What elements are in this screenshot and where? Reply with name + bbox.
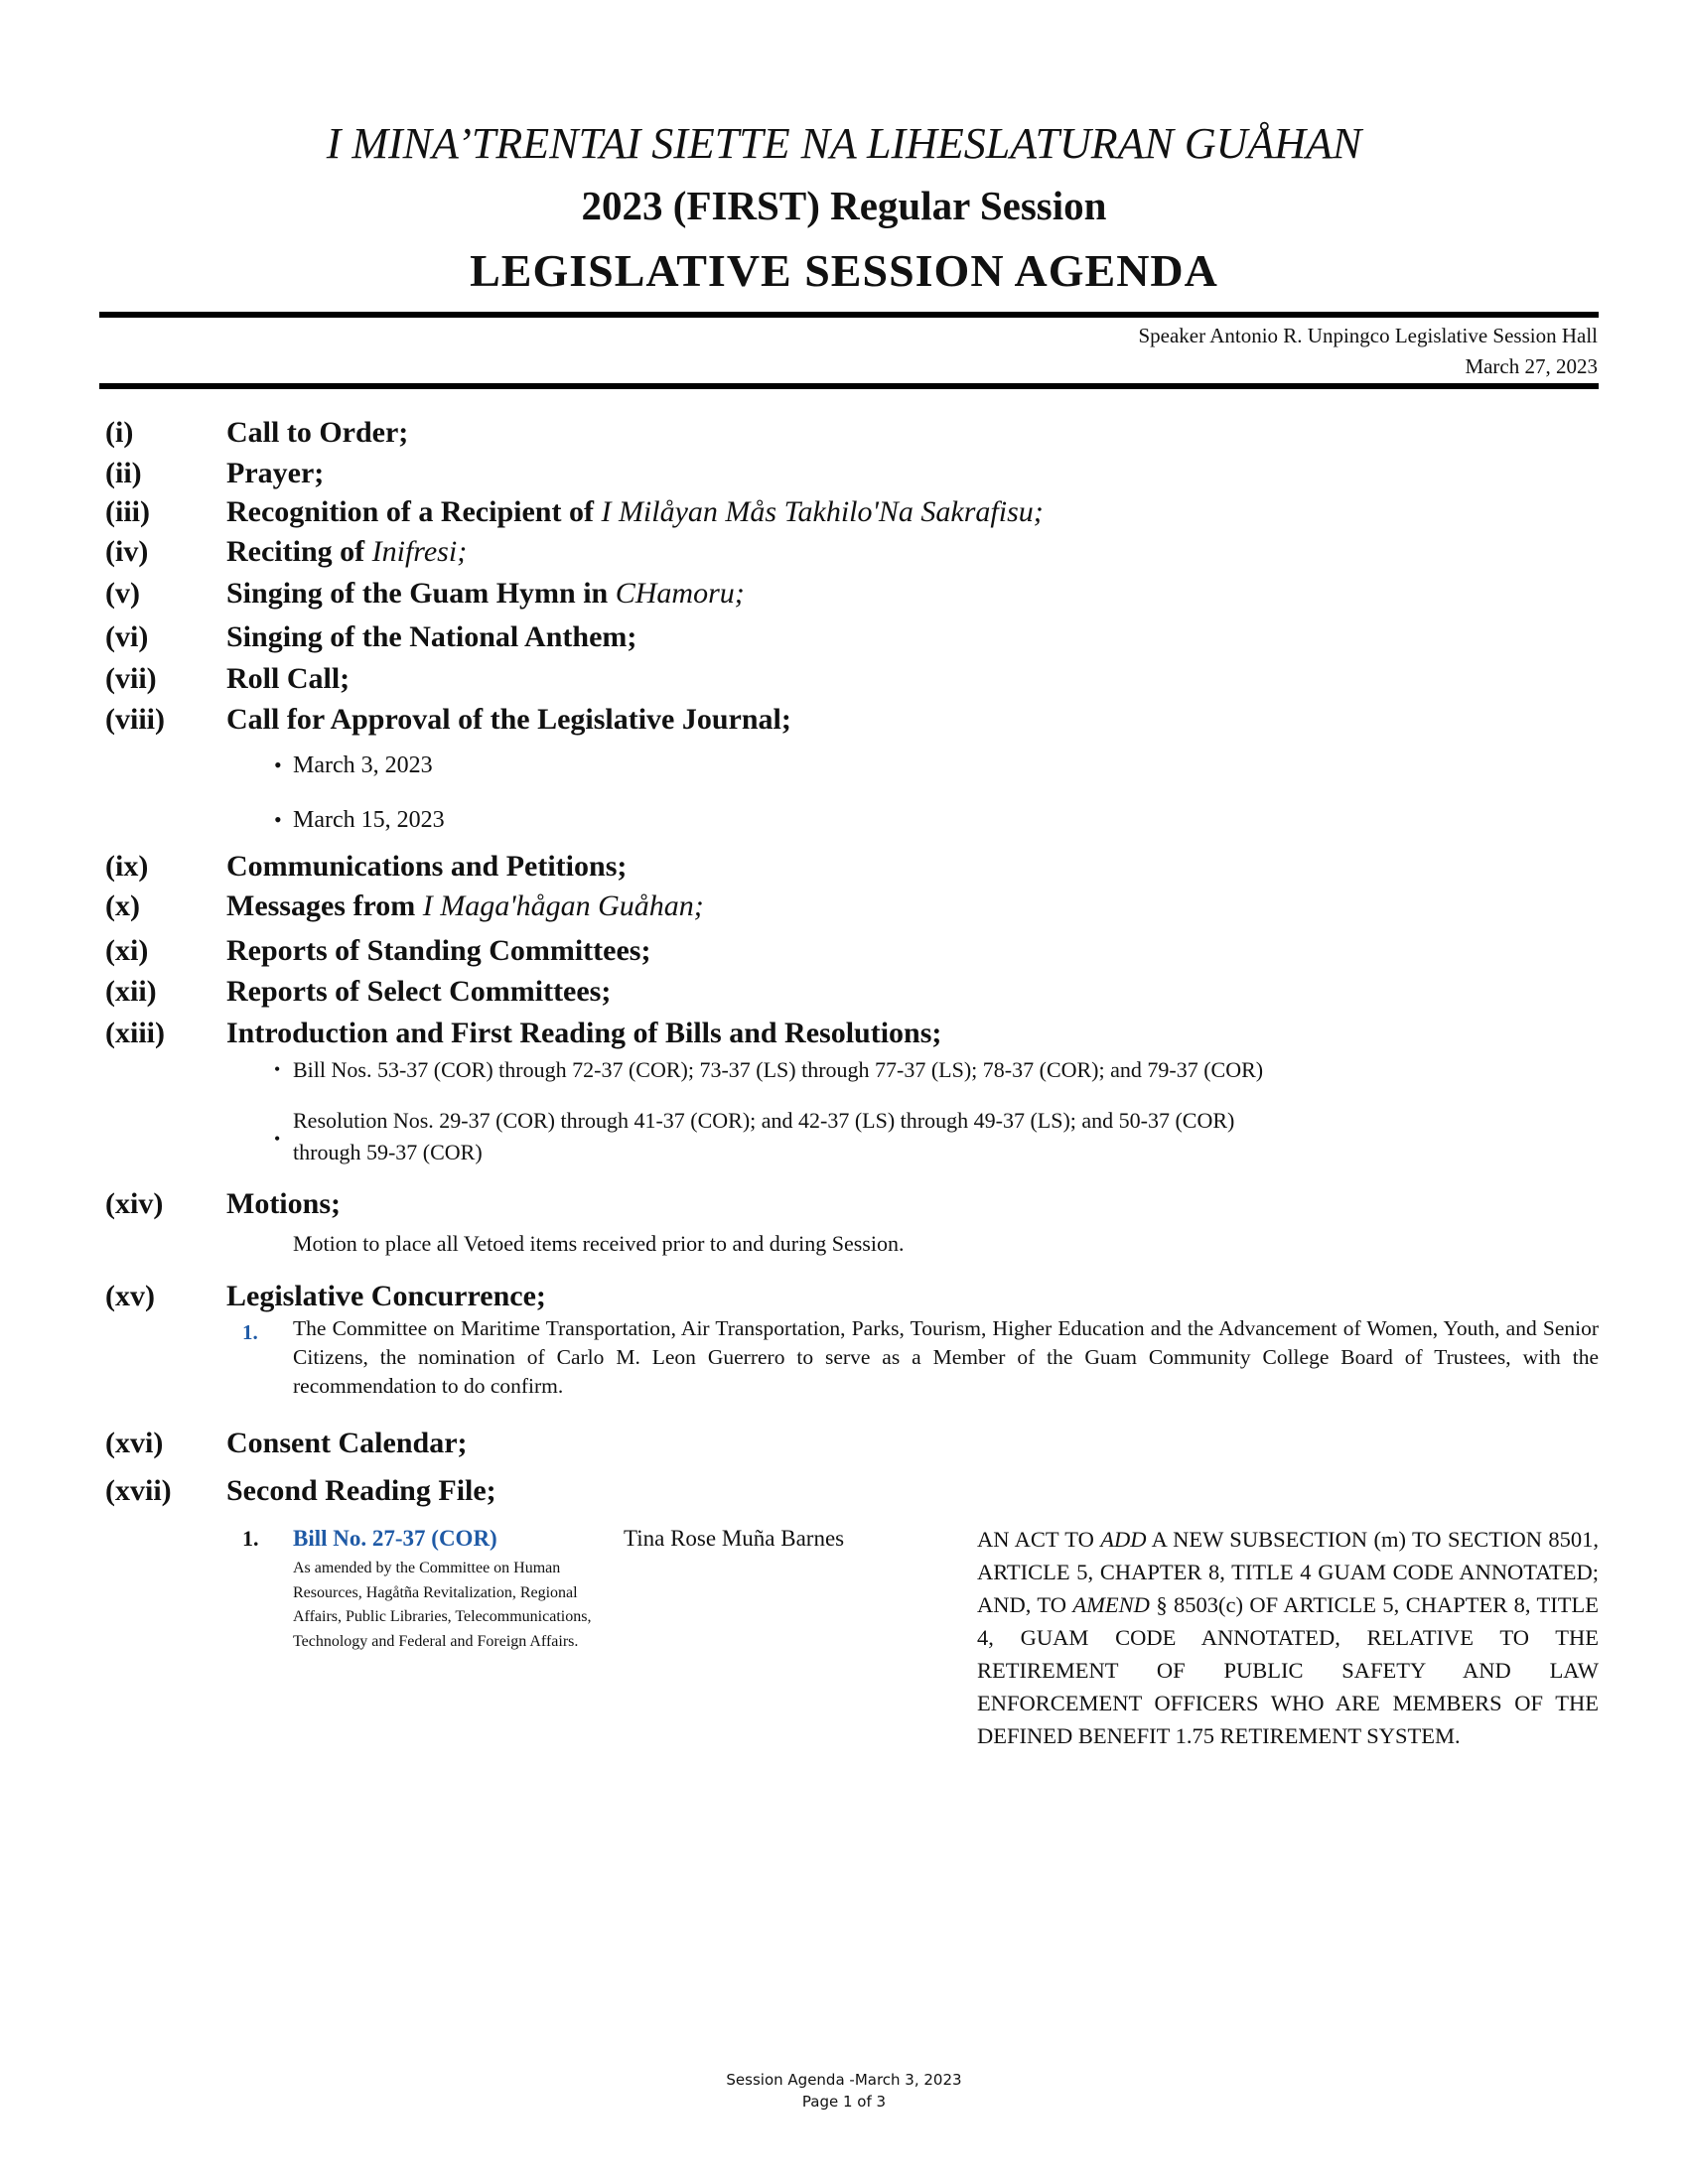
venue-text: Speaker Antonio R. Unpingco Legislative Session Hall [1138, 324, 1598, 347]
item-label: Legislative Concurrence; [226, 1280, 546, 1312]
item-label: Call for Approval of the Legislative Journal; [226, 703, 791, 736]
item-label: Second Reading File; [226, 1474, 496, 1507]
journal-date: March 3, 2023 [293, 752, 433, 778]
bullet-icon: • [274, 1059, 281, 1079]
bill-amendment-note: As amended by the Committee on Human Resources, Hagåtña Revitalization, Regional Affairs, Public Libraries, Telecommunications, Technology and Federal and Foreign Affairs. [293, 1560, 592, 1650]
session-title: 2023 (FIRST) Regular Session [581, 183, 1107, 228]
first-reading-resolutions-line2: through 59-37 (COR) [293, 1140, 483, 1164]
item-label: Motions; [226, 1187, 341, 1220]
document-title: LEGISLATIVE SESSION AGENDA [470, 245, 1218, 296]
item-label: Singing of the National Anthem; [226, 620, 637, 653]
item-label-italic: I Maga'hågan Guåhan; [422, 889, 704, 922]
item-number: (ii) [105, 457, 142, 489]
header-rule-top [99, 312, 1599, 318]
concurrence-text: The Committee on Maritime Transportation, Air Transportation, Parks, Tourism, Higher Education and the Advancement of Women, Youth, and Senior Citizens, the nomination of Carlo M. Leon Guerrero to serve as a Member of the Guam Community College Board of Trustees, with the recommendation to do confirm. [293, 1316, 1599, 1398]
footer-title: Session Agenda -March 3, 2023 [726, 2071, 962, 2089]
item-number: (xiii) [105, 1017, 165, 1049]
item-number: (xiv) [105, 1187, 164, 1220]
session-date: March 27, 2023 [1465, 354, 1598, 378]
item-label: Introduction and First Reading of Bills and Resolutions; [226, 1017, 942, 1049]
bill-author: Tina Rose Muña Barnes [624, 1526, 845, 1551]
page-number: Page 1 of 3 [801, 2093, 887, 2111]
item-number: (viii) [105, 703, 165, 736]
item-number: (xvi) [105, 1427, 164, 1459]
item-label: Consent Calendar; [226, 1427, 468, 1459]
item-label: Messages from I Maga'hågan Guåhan; [226, 889, 704, 922]
item-number: (xi) [105, 934, 149, 967]
item-label-italic: CHamoru; [615, 577, 745, 610]
item-label: Singing of the Guam Hymn in CHamoru; [226, 577, 745, 610]
item-number: (xii) [105, 975, 157, 1008]
item-number: (x) [105, 889, 140, 922]
item-label-italic: I Milåyan Mås Takhilo'Na Sakrafisu; [601, 495, 1044, 528]
legislature-title: I MINA’TRENTAI SIETTE NA LIHESLATURAN GUÅHAN [326, 119, 1362, 168]
item-label: Prayer; [226, 457, 325, 489]
item-label: Reciting of Inifresi; [226, 535, 468, 568]
item-number: (vii) [105, 662, 157, 695]
item-number: (i) [105, 416, 134, 449]
item-label: Call to Order; [226, 416, 409, 449]
bullet-icon: • [274, 807, 282, 832]
item-number: (iii) [105, 495, 150, 528]
item-number: (xvii) [105, 1474, 172, 1507]
item-number: (xv) [105, 1280, 155, 1312]
item-label: Recognition of a Recipient of I Milåyan Mås Takhilo'Na Sakrafisu; [226, 495, 1044, 528]
header-rule-bottom [99, 383, 1599, 389]
journal-date: March 15, 2023 [293, 807, 445, 833]
item-label: Communications and Petitions; [226, 850, 628, 883]
item-label: Reports of Select Committees; [226, 975, 612, 1008]
item-label: Reports of Standing Committees; [226, 934, 651, 967]
item-number: (iv) [105, 535, 149, 568]
bill-link[interactable]: Bill No. 27-37 (COR) [293, 1526, 497, 1551]
bullet-icon: • [274, 1129, 281, 1149]
item-number: (v) [105, 577, 140, 610]
concurrence-number: 1. [242, 1320, 258, 1344]
item-label-italic: Inifresi; [371, 535, 468, 568]
item-number: (ix) [105, 850, 149, 883]
item-label: Roll Call; [226, 662, 351, 695]
bullet-icon: • [274, 752, 282, 777]
second-reading-number: 1. [242, 1526, 259, 1551]
bill-title: AN ACT TO ADD A NEW SUBSECTION (m) TO SECTION 8501, ARTICLE 5, CHAPTER 8, TITLE 4 GUAM CODE ANNOTATED; AND, TO AMEND § 8503(c) OF ARTICLE 5, CHAPTER 8, TITLE 4, GUAM CODE ANNOTATED, RELATIVE TO THE RETIREMENT OF PUBLIC SAFETY AND LAW ENFORCEMENT OFFICERS WHO ARE MEMBERS OF THE DEFINED BENEFIT 1.75 RETIREMENT SYSTEM. [977, 1527, 1599, 1748]
first-reading-bills: Bill Nos. 53-37 (COR) through 72-37 (COR); 73-37 (LS) through 77-37 (LS); 78-37 (COR); and 79-37 (COR) [293, 1057, 1264, 1082]
first-reading-resolutions-line1: Resolution Nos. 29-37 (COR) through 41-37 (COR); and 42-37 (LS) through 49-37 (LS); and 50-37 (COR) [293, 1108, 1235, 1133]
item-number: (vi) [105, 620, 149, 653]
motion-text: Motion to place all Vetoed items received prior to and during Session. [293, 1231, 905, 1256]
